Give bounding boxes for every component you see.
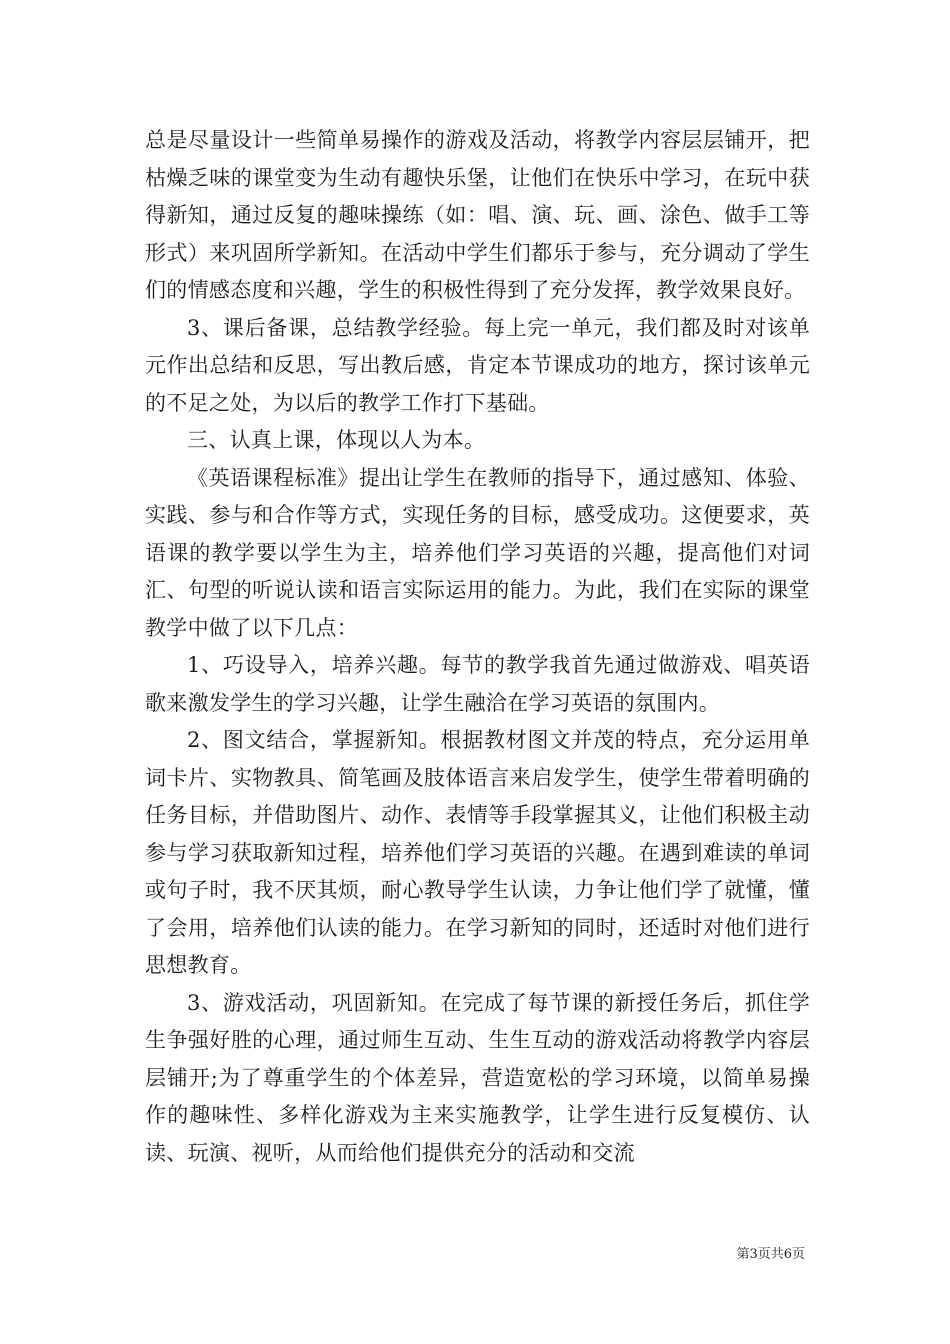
paragraph-point-2: 2、图文结合，掌握新知。根据教材图文并茂的特点，充分运用单词卡片、实物教具、简笔画及肢体语言来启发学生，使学生带着明确的任务目标，并借助图片、动作、表情等手段掌握其义，让他们积极主动参与学习获取新知过程，培养他们学习英语的兴趣。在遇到难读的单词或句子时，我不厌其烦，耐心教导学生认读，力争让他们学了就懂，懂了会用，培养他们认读的能力。在学习新知的同时，还适时对他们进行思想教育。 [145,728,810,977]
paragraph-lesson-review: 3、课后备课，总结教学经验。每上完一单元，我们都及时对该单元作出总结和反思，写出教后感，肯定本节课成功的地方，探讨该单元的不足之处，为以后的教学工作打下基础。 [145,315,810,415]
paragraph-point-1: 1、巧设导入，培养兴趣。每节的教学我首先通过做游戏、唱英语歌来激发学生的学习兴趣，让学生融洽在学习英语的氛围内。 [145,653,810,715]
paragraph-curriculum-standard: 《英语课程标准》提出让学生在教师的指导下，通过感知、体验、实践、参与和合作等方式，实现任务的目标，感受成功。这便要求，英语课的教学要以学生为主，培养他们学习英语的兴趣，提高他们对词汇、句型的听说认读和语言实际运用的能力。为此，我们在实际的课堂教学中做了以下几点： [145,465,810,640]
paragraph-continuation: 总是尽量设计一些简单易操作的游戏及活动，将教学内容层层铺开，把枯燥乏味的课堂变为生动有趣快乐堡，让他们在快乐中学习，在玩中获得新知，通过反复的趣味操练（如：唱、演、玩、画、涂色、做手工等形式）来巩固所学新知。在活动中学生们都乐于参与，充分调动了学生们的情感态度和兴趣，学生的积极性得到了充分发挥，教学效果良好。 [145,128,810,302]
page-number-footer: 第3页共6页 [736,1247,805,1262]
paragraph-point-3: 3、游戏活动，巩固新知。在完成了每节课的新授任务后，抓住学生争强好胜的心理，通过师生互动、生生互动的游戏活动将教学内容层层铺开;为了尊重学生的个体差异，营造宽松的学习环境，以简单易操作的趣味性、多样化游戏为主来实施教学，让学生进行反复模仿、认读、玩演、视听，从而给他们提供充分的活动和交流 [145,990,810,1165]
section-heading-3: 三、认真上课，体现以人为本。 [187,428,486,452]
body-text [145,122,810,1172]
